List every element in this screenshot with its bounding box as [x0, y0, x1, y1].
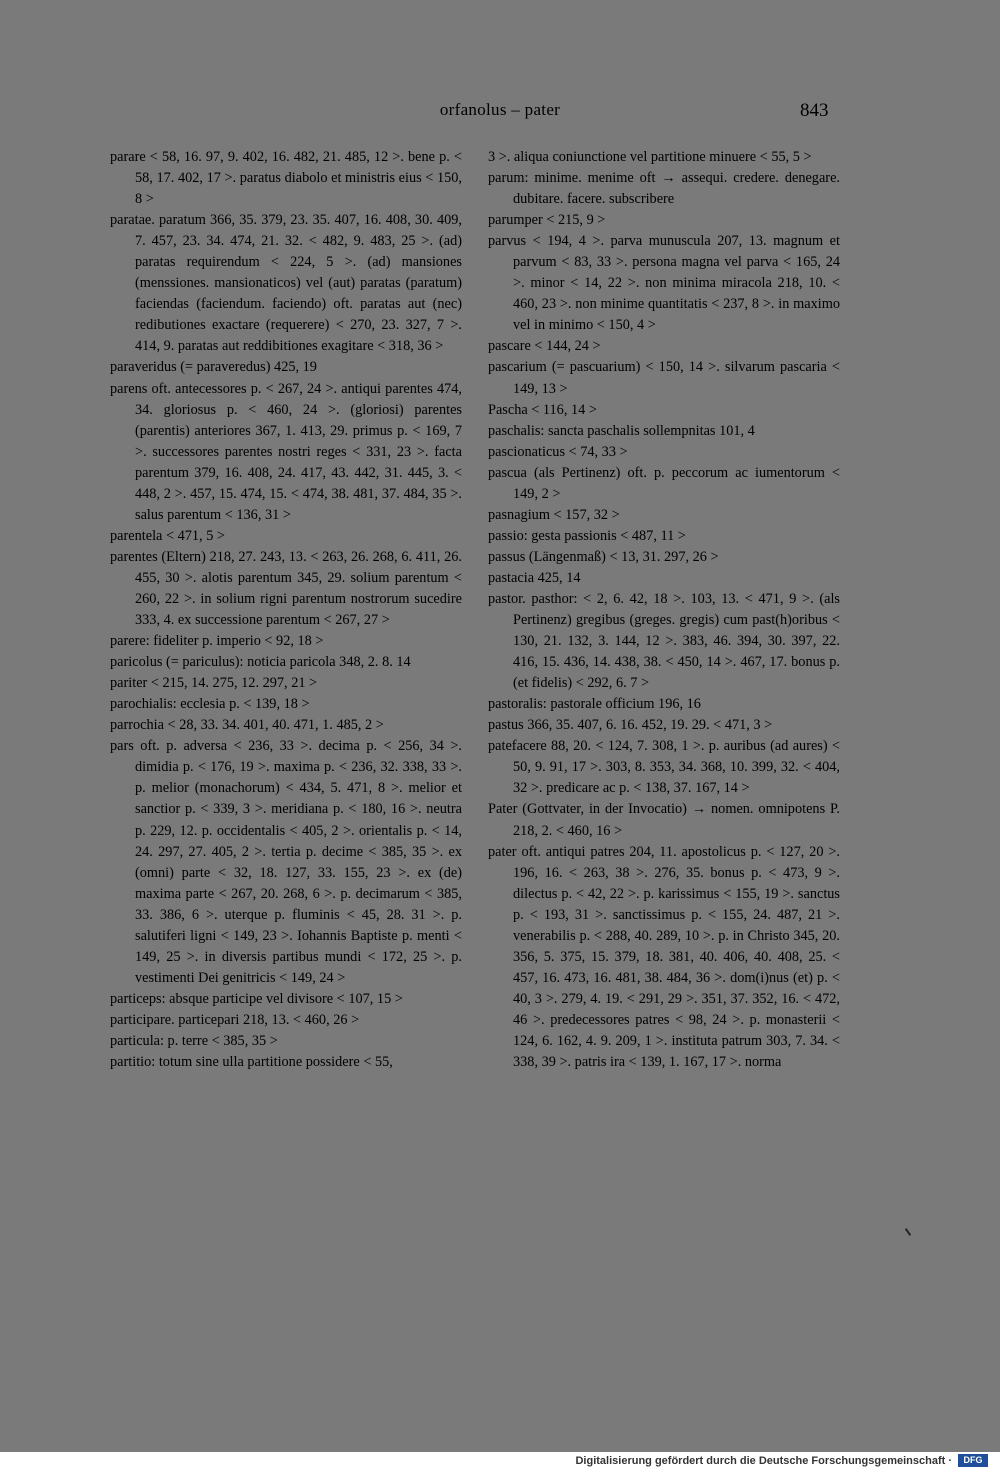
index-entry: paraveridus (= paraveredus) 425, 19: [110, 359, 317, 376]
index-entry: pastus 366, 35. 407, 6. 16. 452, 19. 29. < 471, 3 >: [488, 717, 773, 734]
index-entry: paratae. paratum 366, 35. 379, 23. 35. 407, 16. 408, 30. 409, 7. 457, 23. 34. 474, 21. 32. < 482, 9. 483, 25 >. (ad) paratas requirendum < 224, 5 >. (ad) mansiones (menssiones. mansionaticos) vel (aut) paratas (paratum) faciendas (faciendum. faciendo) oft. paratas aut (nec) redibutiones exactare (requerere) < 270, 23. 327, 7 >. 414, 9. paratas aut reddibitiones exagitare < 318, 36 >: [110, 212, 462, 355]
index-entry: parere: fideliter p. imperio < 92, 18 >: [110, 633, 324, 650]
page-number: 843: [800, 100, 829, 121]
index-entry: paricolus (= pariculus): noticia paricola 348, 2. 8. 14: [110, 654, 411, 671]
index-entry: pastacia 425, 14: [488, 569, 581, 586]
index-entry: parvus < 194, 4 >. parva munuscula 207, 13. magnum et parvum < 83, 33 >. persona magna vel parva < 165, 24 >. minor < 14, 22 >. non minima miracola 218, 10. < 460, 23 >. non minime quantitatis < 237, 8 >. in maximo vel in minimo < 150, 4 >: [488, 233, 840, 334]
index-entry: pascarium (= pascuarium) < 150, 14 >. silvarum pascaria < 149, 13 >: [488, 359, 840, 397]
index-entry: parrochia < 28, 33. 34. 401, 40. 471, 1. 485, 2 >: [110, 717, 384, 734]
index-entry: particeps: absque participe vel divisore < 107, 15 >: [110, 990, 403, 1007]
running-head: orfanolus – pater: [439, 100, 561, 119]
dfg-logo-icon: DFG: [958, 1454, 988, 1467]
index-entry: partitio: totum sine ulla partitione possidere < 55,: [110, 1054, 393, 1071]
index-entry: pastoralis: pastorale officium 196, 16: [488, 696, 701, 713]
index-entry: pater oft. antiqui patres 204, 11. apostolicus p. < 127, 20 >. 196, 16. < 263, 38 >. 276, 35. bonus p. < 473, 9 >. dilectus p. < 42, 22 >. p. karissimus < 155, 19 >. sanctus p. < 193, 31 >. sanctissimus p. < 155, 24. 487, 21 >. venerabilis p. < 288, 40. 289, 10 >. p. in Christo 345, 20. 356, 5. 375, 15. 379, 18. 381, 40. 406, 40. 408, 25. < 457, 16. 473, 16. 481, 38. 484, 36 >. dom(i)nus (et) p. < 40, 3 >. 279, 4. 19. < 291, 29 >. 351, 37. 352, 16. < 472, 46 >. predecessores patres < 98, 24 >. p. monasterii < 124, 6. 162, 4. 9. 209, 1 >. instituta patrum 303, 7. 34. < 338, 39 >. patris ira < 139, 1. 167, 17 >. norma: [488, 843, 840, 1071]
index-entry: parentes (Eltern) 218, 27. 243, 13. < 263, 26. 268, 6. 411, 26. 455, 30 >. alotis parentum 345, 29. solium parentum < 260, 22 >. in solium rigni parentum nostrorum sucedire 333, 4. ex successione parentum < 267, 27 >: [110, 548, 462, 629]
index-entry: pascionaticus < 74, 33 >: [488, 443, 628, 460]
index-entry: pascare < 144, 24 >: [488, 338, 601, 355]
index-entry: parentela < 471, 5 >: [110, 527, 225, 544]
index-entry: particula: p. terre < 385, 35 >: [110, 1032, 278, 1049]
index-entry: parare < 58, 16. 97, 9. 402, 16. 482, 21. 485, 12 >. bene p. < 58, 17. 402, 17 >. paratus diabolo et ministris eius < 150, 8 >: [110, 149, 462, 208]
index-entry: parum: minime. menime oft → assequi. credere. denegare. dubitare. facere. subscribere: [488, 170, 840, 208]
index-entry: pasnagium < 157, 32 >: [488, 506, 620, 523]
index-entry: pastor. pasthor: < 2, 6. 42, 18 >. 103, 13. < 471, 9 >. (als Pertinenz) gregibus (greges. gregis) cum past(h)oribus < 130, 21. 132, 3. 144, 12 >. 383, 46. 394, 30. 397, 22. 416, 15. 436, 14. 438, 38. < 450, 14 >. 467, 17. bonus p. (et fidelis) < 292, 6. 7 >: [488, 590, 840, 692]
scan-mark: [905, 1228, 911, 1236]
index-entry: pars oft. p. adversa < 236, 33 >. decima p. < 256, 34 >. dimidia p. < 176, 19 >. maxima p. < 236, 32. 338, 33 >. p. melior (monachorum) < 434, 5. 471, 8 >. melior et sanctior p. < 339, 3 >. meridiana p. < 180, 16 >. neutra p. 229, 12. p. occidentalis < 405, 2 >. orientalis p. < 14, 24. 297, 27. 405, 2 >. tertia p. decime < 385, 35 >. ex (omni) parte < 32, 18. 127, 33. 155, 23 >. ex (de) maxima parte < 267, 20. 268, 6 >. p. decimarum < 385, 33. 386, 6 >. uterque p. fluminis < 45, 28. 31 >. p. salutiferi ligni < 149, 23 >. Iohannis Baptiste p. menti < 149, 25 >. in diversis partibus mundi < 172, 25 >. p. vestimenti Dei genitricis < 149, 24 >: [110, 738, 462, 986]
index-entry: passus (Längenmaß) < 13, 31. 297, 26 >: [488, 548, 719, 565]
left-column: [110, 147, 462, 1073]
right-column: [488, 147, 840, 1073]
index-entry: pascua (als Pertinenz) oft. p. peccorum ac iumentorum < 149, 2 >: [488, 464, 840, 502]
index-entry: parumper < 215, 9 >: [488, 212, 606, 229]
index-entry: Pater (Gottvater, in der Invocatio) → nomen. omnipotens P. 218, 2. < 460, 16 >: [488, 801, 840, 839]
index-entry: parochialis: ecclesia p. < 139, 18 >: [110, 696, 310, 713]
index-entry: paschalis: sancta paschalis sollempnitas 101, 4: [488, 422, 755, 439]
index-entry: passio: gesta passionis < 487, 11 >: [488, 527, 686, 544]
index-entry: patefacere 88, 20. < 124, 7. 308, 1 >. p. auribus (ad aures) < 50, 9. 91, 17 >. 303, 8. 353, 34. 368, 10. 399, 32. < 404, 32 >. predicare ac p. < 138, 37. 167, 14 >: [488, 738, 840, 797]
index-entry: pariter < 215, 14. 275, 12. 297, 21 >: [110, 675, 318, 692]
index-entry: Pascha < 116, 14 >: [488, 401, 597, 418]
index-entry: 3 >. aliqua coniunctione vel partitione minuere < 55, 5 >: [488, 149, 812, 165]
footer-credit: Digitalisierung gefördert durch die Deutsche Forschungsgemeinschaft ·: [575, 1455, 952, 1467]
index-entry: parens oft. antecessores p. < 267, 24 >. antiqui parentes 474, 34. gloriosus p. < 460, 24 >. (gloriosi) parentes (parentis) anteriores 367, 1. 413, 29. primus p. < 169, 7 >. successores parentes nostri reges < 331, 23 >. facta parentum 379, 16. 408, 24. 417, 43. 442, 31. 445, 3. < 448, 2 >. 457, 15. 474, 15. < 474, 38. 481, 37. 484, 35 >. salus parentum < 136, 31 >: [110, 380, 462, 523]
index-entry: participare. particepari 218, 13. < 460, 26 >: [110, 1011, 360, 1028]
